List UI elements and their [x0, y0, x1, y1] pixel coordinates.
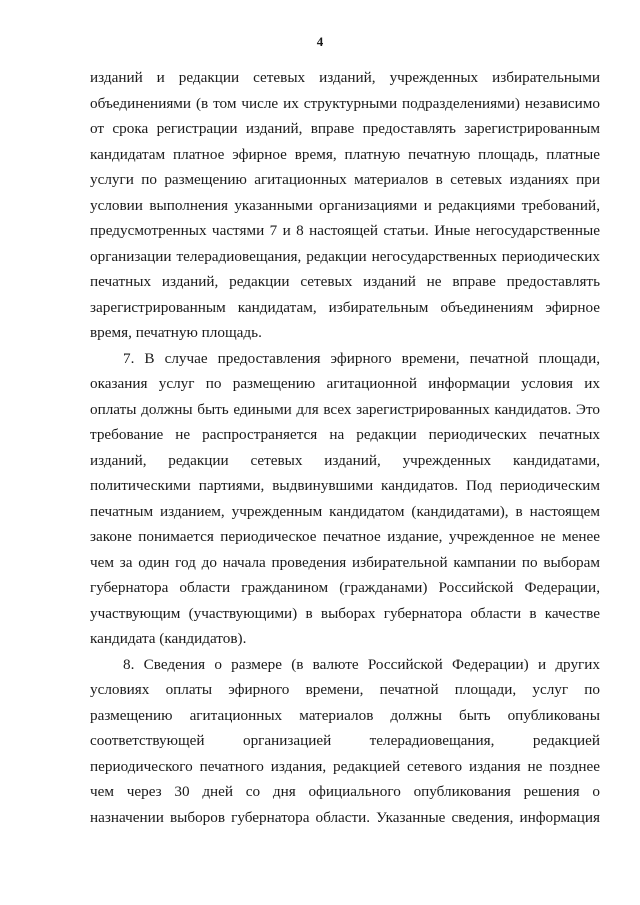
- paragraph-7-line-9: чем за один год до начала проведения избирательной кампании по выборам: [90, 553, 600, 571]
- paragraph-1-line-3: от срока регистрации изданий, вправе предоставлять зарегистрированным: [90, 120, 600, 137]
- paragraph-7-line-6: политическими партиями, выдвинувшими кандидатов. Под периодическим: [90, 477, 600, 494]
- paragraph-1-line-6: условии выполнения указанными организациями и редакциями требований,: [90, 196, 600, 214]
- paragraph-1-line-2: объединениями (в том числе их структурными подразделениями) независимо: [90, 94, 600, 112]
- paragraph-8-line-6: чем через 30 дней со дня официального опубликования решения о: [90, 783, 600, 800]
- paragraph-7-line-4: требование не распространяется на редакции периодических печатных: [90, 426, 600, 443]
- paragraph-7-line-12: кандидата (кандидатов).: [90, 630, 247, 647]
- paragraph-7-line-11: участвующим (участвующими) в выборах губернатора области в качестве: [90, 604, 600, 622]
- paragraph-7-line-3: оплаты должны быть едиными для всех зарегистрированных кандидатов. Это: [90, 400, 600, 418]
- paragraph-1-line-1: изданий и редакции сетевых изданий, учрежденных избирательными: [90, 69, 600, 86]
- paragraph-7-line-2: оказания услуг по размещению агитационной информации условия их: [90, 375, 600, 392]
- paragraph-7-line-5: изданий, редакции сетевых изданий, учрежденных кандидатами,: [90, 451, 600, 469]
- document-body: [90, 65, 600, 830]
- paragraph-1-line-7: предусмотренных частями 7 и 8 настоящей статьи. Иные негосударственные: [90, 222, 600, 239]
- paragraph-8-line-3: размещению агитационных материалов должны быть опубликованы: [90, 706, 600, 724]
- paragraph-8-line-2: условиях оплаты эфирного времени, печатной площади, услуг по: [90, 681, 600, 698]
- paragraph-8-line-7: назначении выборов губернатора области. Указанные сведения, информация: [90, 808, 600, 826]
- paragraph-8-line-1: 8. Сведения о размере (в валюте Российской Федерации) и других: [123, 655, 600, 673]
- paragraph-1-line-4: кандидатам платное эфирное время, платную печатную площадь, платные: [90, 145, 600, 163]
- paragraph-7-line-1: 7. В случае предоставления эфирного времени, печатной площади,: [123, 349, 600, 367]
- paragraph-7-line-10: губернатора области гражданином (гражданами) Российской Федерации,: [90, 579, 600, 596]
- paragraph-7-line-8: законе понимается периодическое печатное издание, учрежденное не менее: [90, 528, 600, 545]
- paragraph-1-line-9: печатных изданий, редакции сетевых изданий не вправе предоставлять: [90, 273, 600, 290]
- paragraph-8-line-4: соответствующей организацией телерадиовещания, редакцией: [90, 732, 600, 749]
- paragraph-1-line-11: время, печатную площадь.: [90, 324, 262, 341]
- paragraph-1-line-10: зарегистрированным кандидатам, избирательным объединениям эфирное: [90, 298, 600, 316]
- paragraph-1-line-8: организации телерадиовещания, редакции негосударственных периодических: [90, 247, 600, 265]
- paragraph-8-line-5: периодического печатного издания, редакцией сетевого издания не позднее: [90, 757, 600, 775]
- paragraph-1-line-5: услуги по размещению агитационных материалов в сетевых изданиях при: [90, 171, 600, 188]
- paragraph-7-line-7: печатным изданием, учрежденным кандидатом (кандидатами), в настоящем: [90, 502, 600, 520]
- page-number: 4: [316, 34, 324, 49]
